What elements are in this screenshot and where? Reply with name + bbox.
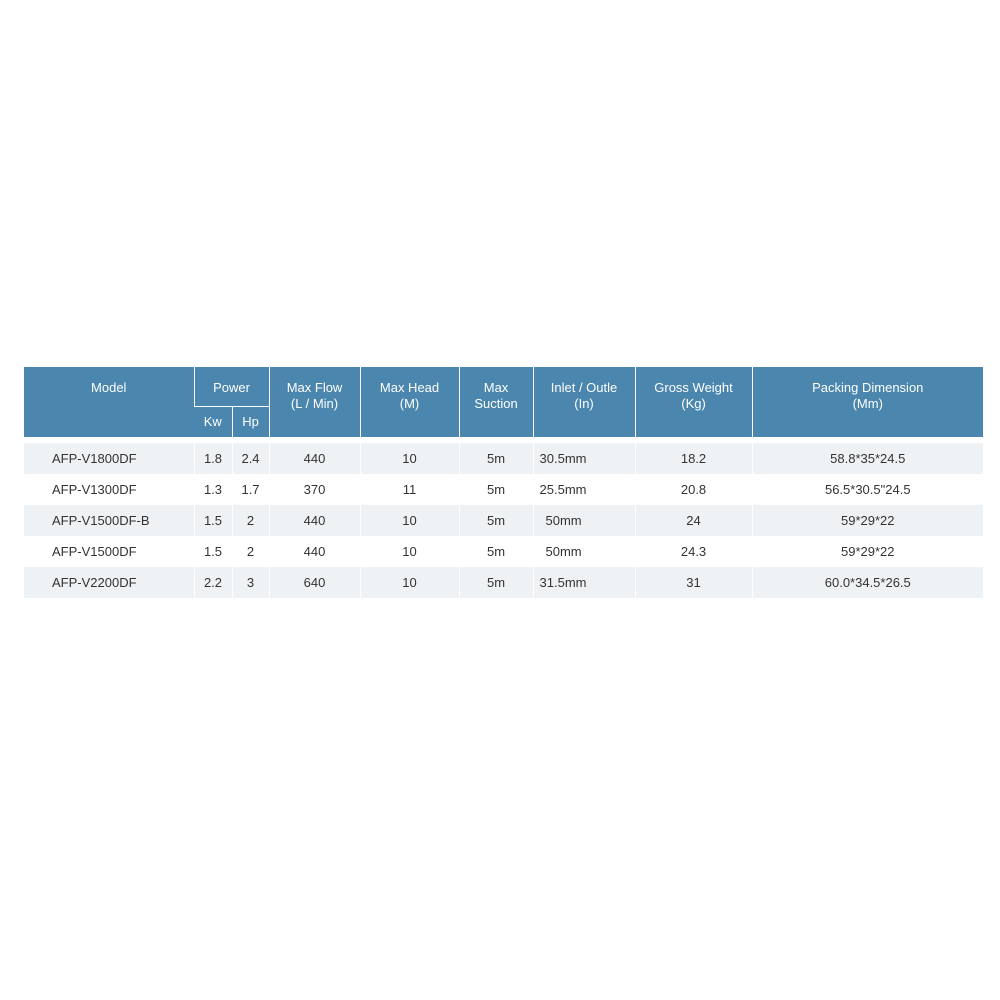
cell-inlet-outlet: 31.5mm xyxy=(533,567,635,598)
cell-kw: 1.5 xyxy=(194,536,232,567)
cell-model: AFP-V1800DF xyxy=(24,443,194,474)
header-max-flow: Max Flow (L / Min) xyxy=(269,367,360,437)
header-power: Power xyxy=(194,367,269,407)
header-max-suction: Max Suction xyxy=(459,367,533,437)
table-body xyxy=(24,437,983,598)
header-gross-weight: Gross Weight (Kg) xyxy=(635,367,752,437)
cell-hp: 3 xyxy=(232,567,269,598)
cell-hp: 2.4 xyxy=(232,443,269,474)
table-row xyxy=(24,474,983,505)
cell-packing-dimension: 59*29*22 xyxy=(752,505,983,536)
cell-hp: 1.7 xyxy=(232,474,269,505)
table-row xyxy=(24,443,983,474)
cell-model: AFP-V2200DF xyxy=(24,567,194,598)
header-hp: Hp xyxy=(232,407,269,438)
cell-max-suction: 5m xyxy=(459,474,533,505)
cell-max-suction: 5m xyxy=(459,443,533,474)
table-row xyxy=(24,536,983,567)
cell-kw: 1.8 xyxy=(194,443,232,474)
header-max-head: Max Head (M) xyxy=(360,367,459,437)
header-kw: Kw xyxy=(194,407,232,438)
cell-max-flow: 440 xyxy=(269,505,360,536)
cell-inlet-outlet: 50mm xyxy=(533,536,635,567)
cell-max-flow: 640 xyxy=(269,567,360,598)
cell-max-suction: 5m xyxy=(459,567,533,598)
cell-inlet-outlet: 30.5mm xyxy=(533,443,635,474)
cell-kw: 1.5 xyxy=(194,505,232,536)
cell-max-head: 10 xyxy=(360,536,459,567)
header-inlet-outlet: Inlet / Outle (In) xyxy=(533,367,635,437)
cell-model: AFP-V1500DF-B xyxy=(24,505,194,536)
cell-max-suction: 5m xyxy=(459,536,533,567)
cell-packing-dimension: 60.0*34.5*26.5 xyxy=(752,567,983,598)
cell-packing-dimension: 59*29*22 xyxy=(752,536,983,567)
cell-model: AFP-V1500DF xyxy=(24,536,194,567)
table-header xyxy=(24,367,983,437)
cell-max-flow: 370 xyxy=(269,474,360,505)
cell-max-head: 10 xyxy=(360,567,459,598)
cell-gross-weight: 24 xyxy=(635,505,752,536)
table-row xyxy=(24,505,983,536)
cell-max-head: 10 xyxy=(360,443,459,474)
cell-max-head: 10 xyxy=(360,505,459,536)
cell-max-head: 11 xyxy=(360,474,459,505)
cell-max-flow: 440 xyxy=(269,443,360,474)
cell-packing-dimension: 58.8*35*24.5 xyxy=(752,443,983,474)
header-model: Model xyxy=(24,367,194,437)
table-row xyxy=(24,567,983,598)
cell-kw: 2.2 xyxy=(194,567,232,598)
cell-kw: 1.3 xyxy=(194,474,232,505)
cell-max-suction: 5m xyxy=(459,505,533,536)
cell-gross-weight: 24.3 xyxy=(635,536,752,567)
cell-model: AFP-V1300DF xyxy=(24,474,194,505)
cell-gross-weight: 31 xyxy=(635,567,752,598)
cell-hp: 2 xyxy=(232,505,269,536)
cell-hp: 2 xyxy=(232,536,269,567)
pump-spec-table xyxy=(24,367,983,598)
cell-inlet-outlet: 50mm xyxy=(533,505,635,536)
cell-inlet-outlet: 25.5mm xyxy=(533,474,635,505)
cell-gross-weight: 20.8 xyxy=(635,474,752,505)
cell-gross-weight: 18.2 xyxy=(635,443,752,474)
cell-packing-dimension: 56.5*30.5"24.5 xyxy=(752,474,983,505)
header-packing-dimension: Packing Dimension (Mm) xyxy=(752,367,983,437)
cell-max-flow: 440 xyxy=(269,536,360,567)
